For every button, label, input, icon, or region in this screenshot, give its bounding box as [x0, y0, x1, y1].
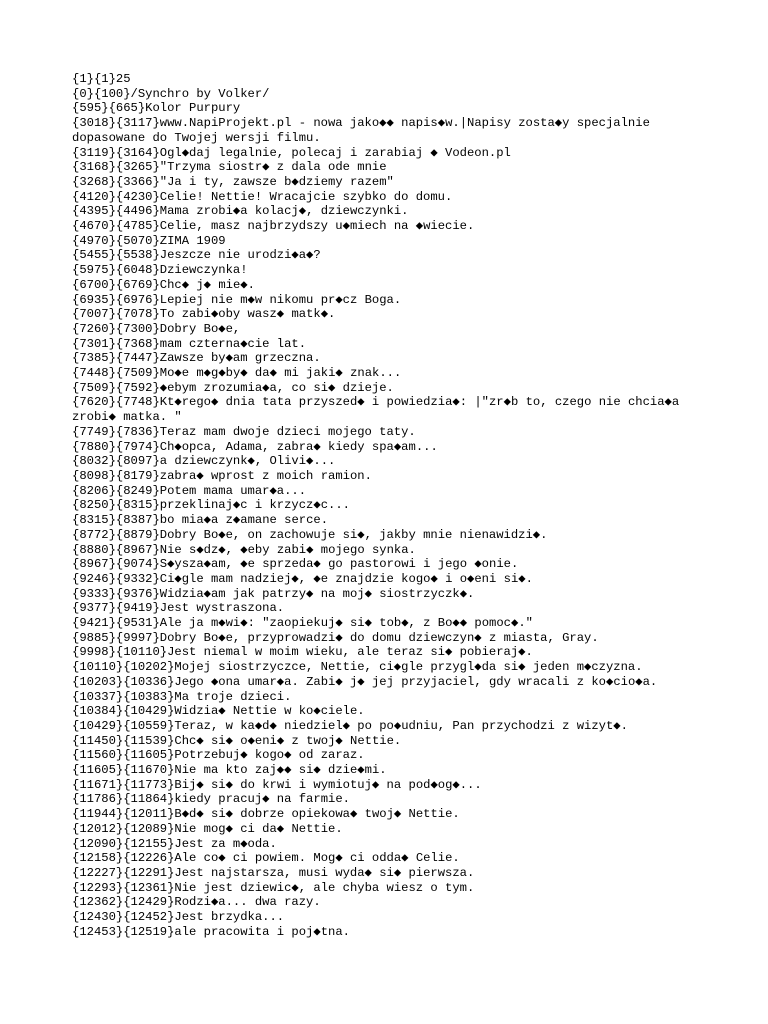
- subtitle-line: {3268}{3366}"Ja i ty, zawsze b◆dziemy razem": [72, 174, 394, 189]
- subtitle-line: {11671}{11773}Bij◆ si◆ do krwi i wymiotuj◆ na pod◆og◆...: [72, 777, 482, 792]
- subtitle-line: {4670}{4785}Celie, masz najbrzydszy u◆miech na ◆wiecie.: [72, 219, 475, 234]
- subtitle-document: [72, 72, 712, 939]
- subtitle-line: {9885}{9997}Dobry Bo◆e, przyprowadzi◆ do domu dziewczyn◆ z miasta, Gray.: [72, 630, 599, 645]
- subtitle-line: {10337}{10383}Ma troje dzieci.: [72, 689, 292, 704]
- subtitle-line: {9246}{9332}Ci◆gle mam nadziej◆, ◆e znajdzie kogo◆ i o◆eni si◆.: [72, 571, 533, 586]
- subtitle-line: {3168}{3265}"Trzyma siostr◆ z dala ode mnie: [72, 160, 387, 175]
- subtitle-line: {11560}{11605}Potrzebuj◆ kogo◆ od zaraz.: [72, 748, 365, 763]
- subtitle-line: {10384}{10429}Widzia◆ Nettie w ko◆ciele.: [72, 704, 365, 719]
- subtitle-line: {4120}{4230}Celie! Nettie! Wracajcie szybko do domu.: [72, 189, 453, 204]
- subtitle-line: {12227}{12291}Jest najstarsza, musi wyda◆ si◆ pierwsza.: [72, 865, 475, 880]
- subtitle-line: {3119}{3164}Ogl◆daj legalnie, polecaj i zarabiaj ◆ Vodeon.pl: [72, 145, 511, 160]
- subtitle-line: {5975}{6048}Dziewczynka!: [72, 263, 248, 278]
- subtitle-line: {12090}{12155}Jest za m◆oda.: [72, 836, 277, 851]
- subtitle-line: {11605}{11670}Nie ma kto zaj◆◆ si◆ dzie◆mi.: [72, 763, 387, 778]
- subtitle-line: {10110}{10202}Mojej siostrzyczce, Nettie, ci◆gle przygl◆da si◆ jeden m◆czyzna.: [72, 660, 643, 675]
- subtitle-line: {10203}{10336}Jego ◆ona umar◆a. Zabi◆ j◆ jej przyjaciel, gdy wracali z ko◆cio◆a.: [72, 674, 658, 689]
- subtitle-line: {9333}{9376}Widzia◆am jak patrzy◆ na moj◆ siostrzyczk◆.: [72, 586, 475, 601]
- subtitle-line: {8880}{8967}Nie s◆dz◆, ◆eby zabi◆ mojego synka.: [72, 542, 416, 557]
- subtitle-line: {7260}{7300}Dobry Bo◆e,: [72, 321, 241, 336]
- subtitle-line: {3018}{3117}www.NapiProjekt.pl - nowa jako◆◆ napis◆w.|Napisy zosta◆y specjalnie dopasowane do Twojej wersji filmu.: [72, 116, 658, 145]
- subtitle-line: {595}{665}Kolor Purpury: [72, 101, 241, 116]
- subtitle-line: {8772}{8879}Dobry Bo◆e, on zachowuje si◆, jakby mnie nienawidzi◆.: [72, 527, 548, 542]
- subtitle-line: {11944}{12011}B◆d◆ si◆ dobrze opiekowa◆ twoj◆ Nettie.: [72, 807, 460, 822]
- subtitle-line: {4970}{5070}ZIMA 1909: [72, 233, 226, 248]
- subtitle-line: {11450}{11539}Chc◆ si◆ o◆eni◆ z twoj◆ Nettie.: [72, 733, 402, 748]
- subtitle-line: {9998}{10110}Jest niemal w moim wieku, ale teraz si◆ pobieraj◆.: [72, 645, 533, 660]
- subtitle-line: {7301}{7368}mam czterna◆cie lat.: [72, 336, 307, 351]
- subtitle-line: {12453}{12519}ale pracowita i poj◆tna.: [72, 924, 350, 939]
- subtitle-line: {7509}{7592}◆ebym zrozumia◆a, co si◆ dzieje.: [72, 380, 394, 395]
- subtitle-line: {12158}{12226}Ale co◆ ci powiem. Mog◆ ci odda◆ Celie.: [72, 851, 460, 866]
- subtitle-line: {8967}{9074}S◆ysza◆am, ◆e sprzeda◆ go pastorowi i jego ◆onie.: [72, 557, 519, 572]
- subtitle-line: {12362}{12429}Rodzi◆a... dwa razy.: [72, 895, 321, 910]
- subtitle-line: {7620}{7748}Kt◆rego◆ dnia tata przyszed◆ i powiedzia◆: |"zr◆b to, czego nie chcia◆a zrobi◆ matka. ": [72, 395, 687, 425]
- subtitle-line: {12012}{12089}Nie mog◆ ci da◆ Nettie.: [72, 821, 343, 836]
- subtitle-line: {9421}{9531}Ale ja m◆wi◆: "zaopiekuj◆ si◆ tob◆, z Bo◆◆ pomoc◆.": [72, 616, 533, 631]
- subtitle-line: {11786}{11864}kiedy pracuj◆ na farmie.: [72, 792, 350, 807]
- subtitle-line: {8250}{8315}przeklinaj◆c i krzycz◆c...: [72, 498, 350, 513]
- subtitle-line: {8315}{8387}bo mia◆a z◆amane serce.: [72, 513, 329, 528]
- subtitle-line: {8098}{8179}zabra◆ wprost z moich ramion.: [72, 468, 372, 483]
- subtitle-line: {7880}{7974}Ch◆opca, Adama, zabra◆ kiedy spa◆am...: [72, 439, 438, 454]
- subtitle-line: {4395}{4496}Mama zrobi◆a kolacj◆, dziewczynki.: [72, 204, 409, 219]
- subtitle-line: {8032}{8097}a dziewczynk◆, Olivi◆...: [72, 454, 336, 469]
- subtitle-line: {6935}{6976}Lepiej nie m◆w nikomu pr◆cz Boga.: [72, 292, 402, 307]
- subtitle-line: {7385}{7447}Zawsze by◆am grzeczna.: [72, 351, 321, 366]
- subtitle-line: {7448}{7509}Mo◆e m◆g◆by◆ da◆ mi jaki◆ znak...: [72, 366, 402, 381]
- subtitle-line: {8206}{8249}Potem mama umar◆a...: [72, 483, 307, 498]
- subtitle-line: {7749}{7836}Teraz mam dwoje dzieci mojego taty.: [72, 424, 416, 439]
- subtitle-line: {0}{100}/Synchro by Volker/: [72, 86, 270, 101]
- subtitle-line: {1}{1}25: [72, 72, 131, 86]
- subtitle-line: {6700}{6769}Chc◆ j◆ mie◆.: [72, 277, 255, 292]
- subtitle-line: {12430}{12452}Jest brzydka...: [72, 910, 285, 925]
- subtitle-line: {5455}{5538}Jeszcze nie urodzi◆a◆?: [72, 248, 321, 263]
- subtitle-line: {9377}{9419}Jest wystraszona.: [72, 601, 285, 616]
- subtitle-line: {7007}{7078}To zabi◆oby wasz◆ matk◆.: [72, 307, 336, 322]
- subtitle-line: {10429}{10559}Teraz, w ka◆d◆ niedziel◆ po po◆udniu, Pan przychodzi z wizyt◆.: [72, 718, 628, 733]
- subtitle-line: {12293}{12361}Nie jest dziewic◆, ale chyba wiesz o tym.: [72, 880, 475, 895]
